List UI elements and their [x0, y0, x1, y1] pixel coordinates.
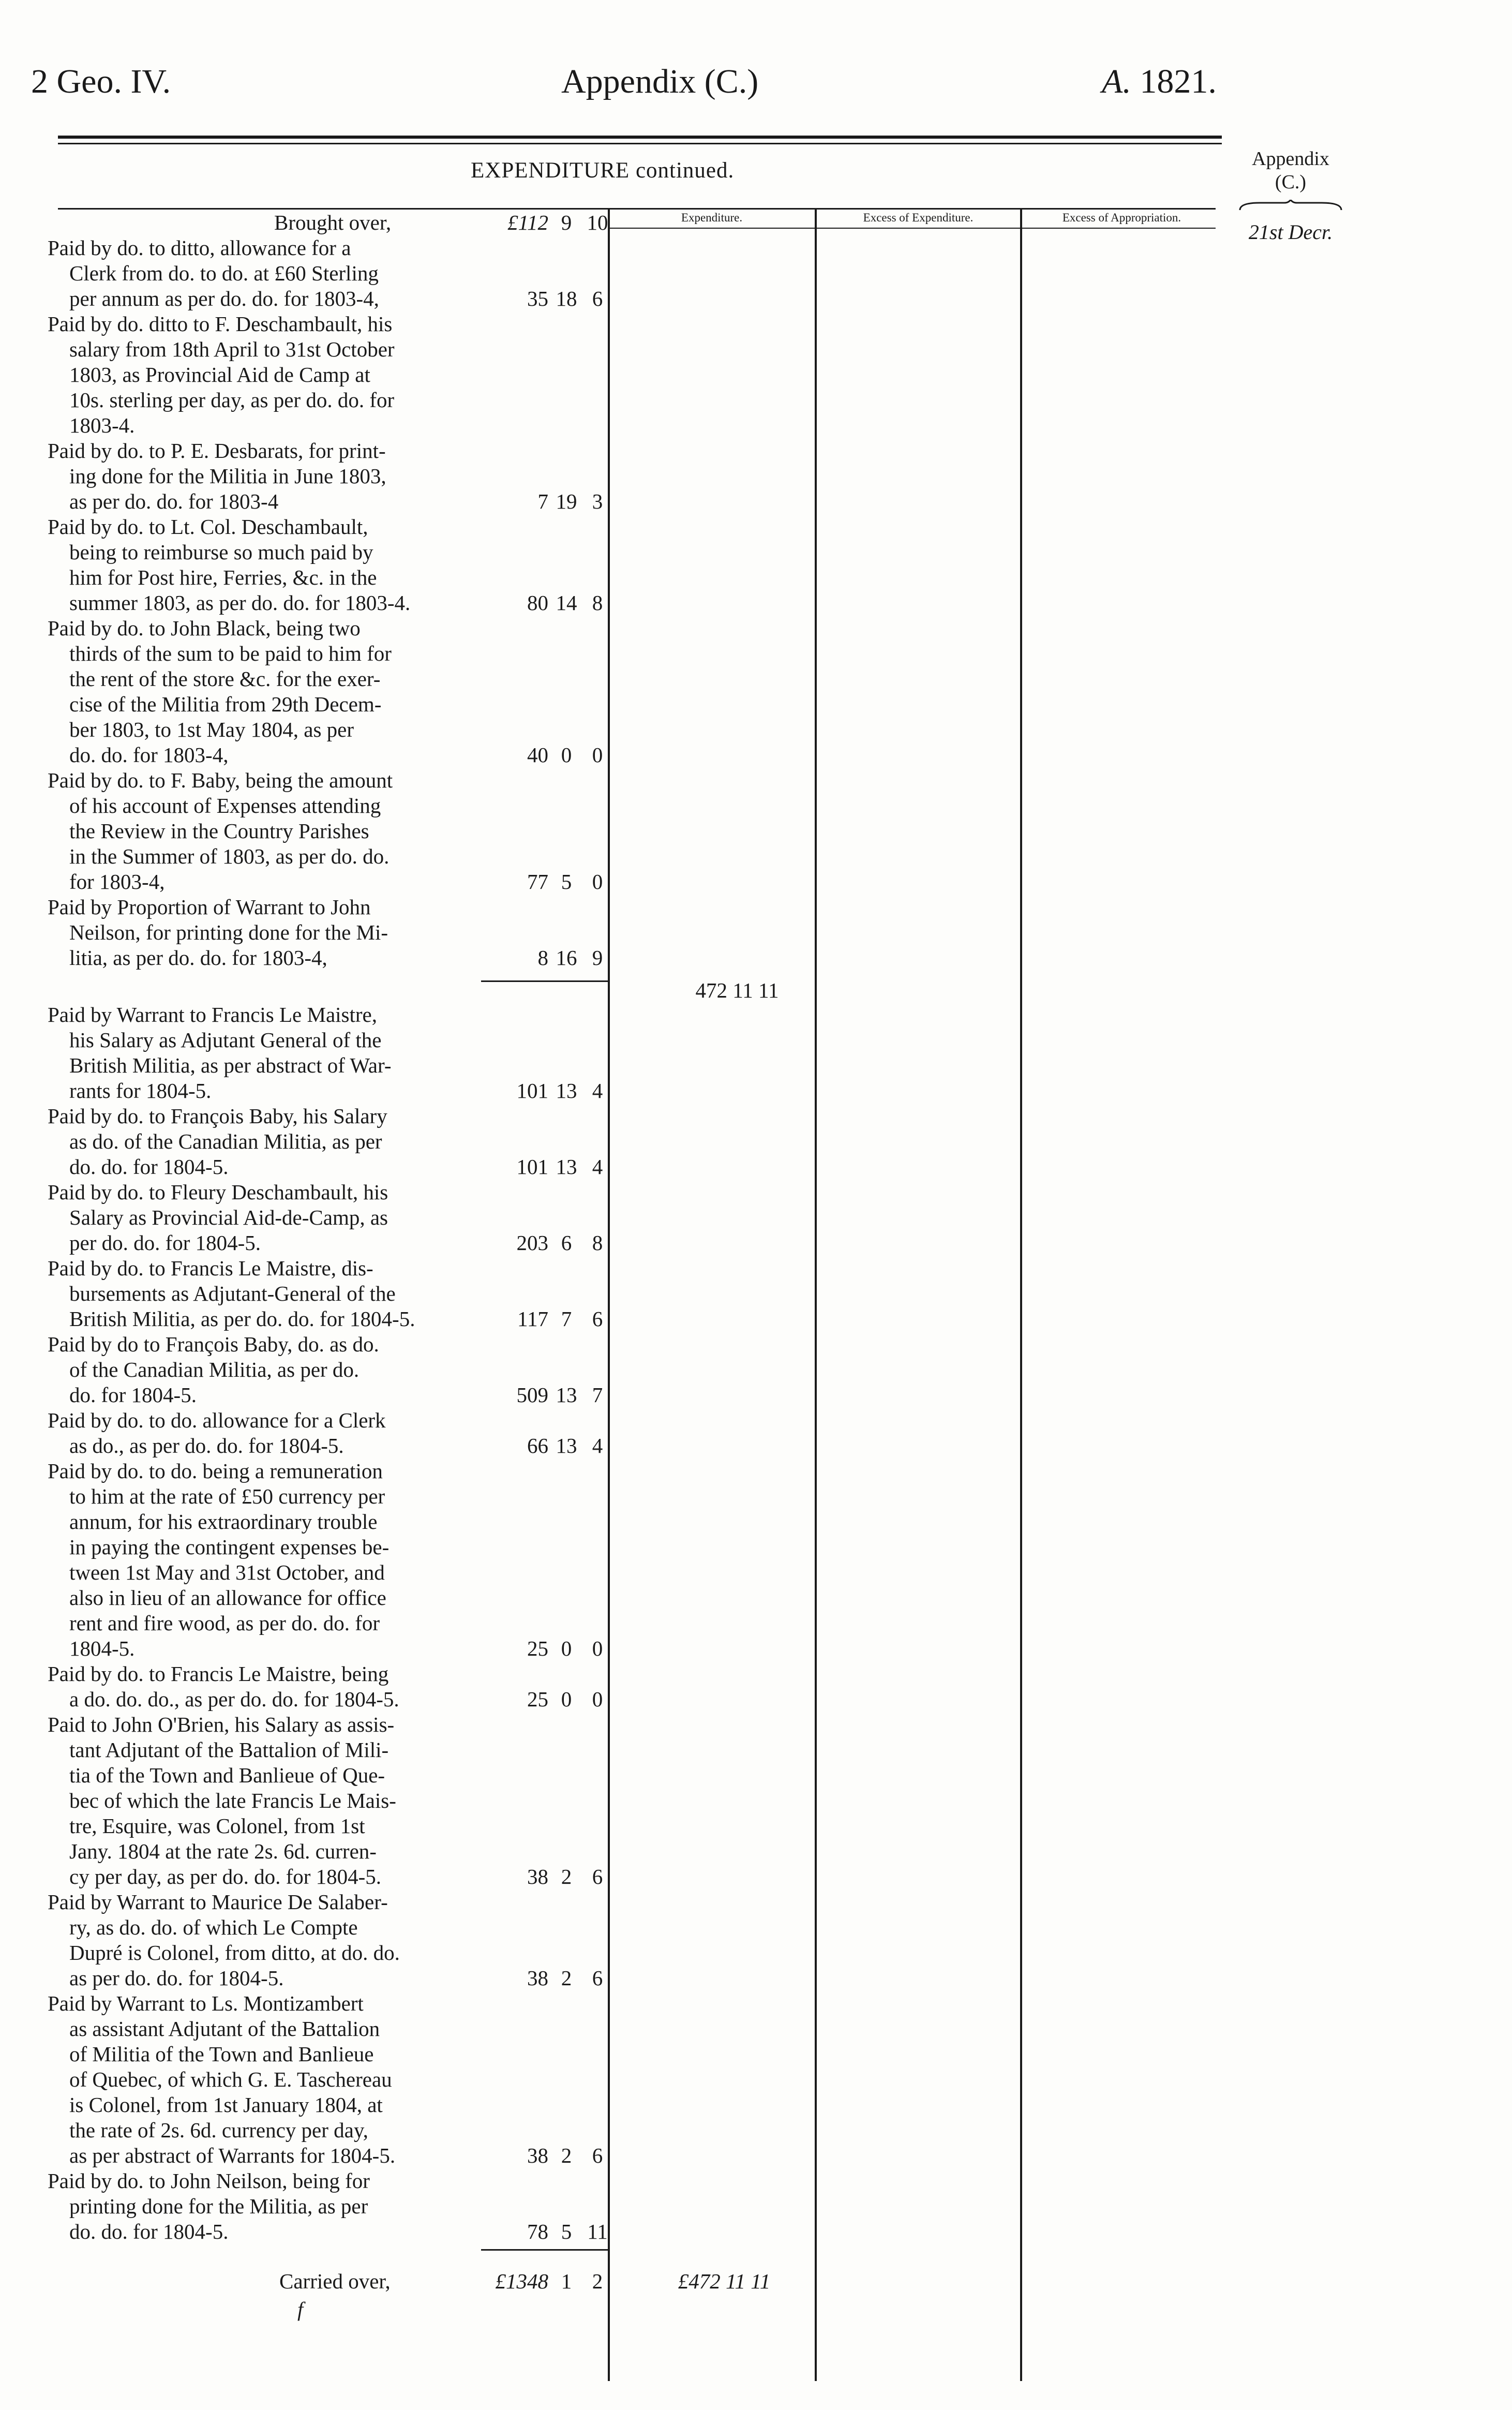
pence: 0	[592, 870, 603, 894]
shillings: 2	[561, 1865, 572, 1888]
entry-line: ber 1803, to 1st May 1804, as per	[69, 718, 354, 741]
entry	[48, 1256, 477, 1332]
entry-line: as per do. do. for 1803-4	[69, 489, 279, 513]
section-title: EXPENDITURE continued.	[471, 158, 735, 183]
carried-over-expenditure: £472 11 11	[678, 2269, 771, 2293]
entry-line: thirds of the sum to be paid to him for	[69, 642, 392, 665]
entry	[48, 438, 477, 514]
signature-mark: f	[297, 2298, 304, 2321]
entry-line: Paid by Proportion of Warrant to John	[48, 895, 371, 919]
entry	[48, 2168, 477, 2244]
rule-amounts-right	[608, 208, 610, 2381]
pounds: 77	[527, 870, 548, 894]
shillings: 9	[561, 211, 572, 234]
entry-line: is Colonel, from 1st January 1804, at	[69, 2093, 383, 2117]
entry-line: as per do. do. for 1804-5.	[69, 1966, 284, 1990]
shillings: 18	[556, 287, 577, 310]
entry-line: ing done for the Militia in June 1803,	[69, 464, 386, 488]
entry-line: of Quebec, of which G. E. Taschereau	[69, 2067, 392, 2091]
pounds: 25	[527, 1637, 548, 1660]
entry-line: in paying the contingent expenses be-	[69, 1535, 390, 1559]
pence: 4	[592, 1434, 603, 1457]
entry-line: do. do. for 1804-5.	[69, 1155, 229, 1179]
entry	[48, 768, 477, 895]
pence: 7	[592, 1383, 603, 1407]
entry	[48, 895, 477, 971]
rule-expenditure-right	[815, 208, 817, 2381]
pounds: 101	[516, 1079, 548, 1103]
pounds: 8	[537, 946, 548, 970]
entry-line: Paid by Warrant to Francis Le Maistre,	[48, 1003, 377, 1027]
pounds: 38	[527, 1865, 548, 1888]
entry-line: for 1803-4,	[69, 870, 165, 894]
entry-line: to him at the rate of £50 currency per	[69, 1484, 385, 1508]
entry-line: summer 1803, as per do. do. for 1803-4.	[69, 591, 411, 615]
entry-line: a do. do. do., as per do. do. for 1804-5.	[69, 1687, 399, 1711]
entry	[48, 1661, 477, 1712]
entry	[48, 1712, 477, 1890]
col-header-expenditure: Expenditure.	[681, 211, 743, 224]
header-rule-thick	[58, 136, 1222, 139]
entry-line: as do. of the Canadian Militia, as per	[69, 1129, 382, 1153]
entry-line: annum, for his extraordinary trouble	[69, 1510, 378, 1534]
shillings: 14	[556, 591, 577, 615]
pounds: 7	[537, 489, 548, 513]
year-prefix: A.	[1102, 63, 1131, 100]
pence: 6	[592, 1865, 603, 1888]
session-header: 2 Geo. IV.	[31, 63, 171, 100]
entry-line: in the Summer of 1803, as per do. do.	[69, 844, 390, 868]
rule-excess-exp-right	[1020, 208, 1022, 2381]
entry	[48, 616, 477, 768]
pence: 8	[592, 591, 603, 615]
entry-line: Clerk from do. to do. at £60 Sterling	[69, 261, 379, 285]
entry-line: Salary as Provincial Aid-de-Camp, as	[69, 1206, 388, 1229]
pence: 11	[587, 2220, 608, 2243]
entry	[48, 1890, 477, 1991]
entry-line: Paid by do. to François Baby, his Salary	[48, 1104, 387, 1128]
shillings: 2	[561, 2144, 572, 2167]
entry-line: Paid by do. to F. Baby, being the amount	[48, 768, 393, 792]
entry-line: the rent of the store &c. for the exer-	[69, 667, 381, 691]
entry-line: 1803, as Provincial Aid de Camp at	[69, 363, 370, 386]
entry	[48, 235, 477, 311]
pence: 9	[592, 946, 603, 970]
col-header-rule	[609, 228, 1216, 229]
pence: 8	[592, 1231, 603, 1255]
entry	[48, 1332, 477, 1408]
page-title: Appendix (C.)	[561, 63, 759, 100]
entry-line: being to reimburse so much paid by	[69, 540, 373, 564]
shillings: 0	[561, 1687, 572, 1711]
entry-line: rants for 1804-5.	[69, 1079, 212, 1103]
entry	[48, 514, 477, 616]
col-header-excess-appropriation: Excess of Appropriation.	[1062, 211, 1181, 224]
entry-line: cy per day, as per do. do. for 1804-5.	[69, 1865, 382, 1888]
year-value: 1821.	[1140, 63, 1217, 100]
pence: 3	[592, 489, 603, 513]
shillings: 13	[556, 1434, 577, 1457]
entry-line: 1803-4.	[69, 413, 135, 437]
entry-line: the Review in the Country Parishes	[69, 819, 369, 843]
entry-line: of his account of Expenses attending	[69, 794, 381, 817]
entry-line: Paid by do. to do. allowance for a Clerk	[48, 1408, 386, 1432]
shillings: 13	[556, 1383, 577, 1407]
entry-line: Paid by do. ditto to F. Deschambault, his	[48, 312, 393, 336]
entry-line: do. do. for 1803-4,	[69, 743, 229, 767]
pence: 2	[592, 2269, 603, 2293]
pounds: 38	[527, 1966, 548, 1990]
pounds: £112	[507, 211, 548, 234]
entry-line: Paid by do. to P. E. Desbarats, for print-	[48, 439, 386, 463]
entry-line: litia, as per do. do. for 1803-4,	[69, 946, 327, 970]
pounds: 40	[527, 743, 548, 767]
entry-line: British Militia, as per do. do. for 1804-5.	[69, 1307, 415, 1331]
shillings: 0	[561, 1637, 572, 1660]
entry-line: Neilson, for printing done for the Mi-	[69, 920, 388, 944]
entry-line: per annum as per do. do. for 1803-4,	[69, 287, 379, 310]
brace-icon	[1239, 200, 1342, 212]
entry-line: cise of the Militia from 29th Decem-	[69, 692, 382, 716]
entry-line: do. for 1804-5.	[69, 1383, 197, 1407]
pounds: 509	[516, 1383, 548, 1407]
brought-over-label: Brought over,	[274, 211, 392, 234]
entry-line: Paid by Warrant to Ls. Montizambert	[48, 1991, 364, 2015]
entry-line: tre, Esquire, was Colonel, from 1st	[69, 1814, 365, 1838]
entry	[48, 1459, 477, 1661]
shillings: 5	[561, 2220, 572, 2243]
entry-line: as assistant Adjutant of the Battalion	[69, 2017, 380, 2041]
entry-line: Dupré is Colonel, from ditto, at do. do.	[69, 1941, 400, 1965]
header-rule-thin	[58, 143, 1222, 144]
entry-line: tia of the Town and Banlieue of Que-	[69, 1763, 385, 1787]
entry-line: per do. do. for 1804-5.	[69, 1231, 261, 1255]
entry-line: Paid by do. to John Neilson, being for	[48, 2169, 370, 2193]
shillings: 7	[561, 1307, 572, 1331]
pounds: 25	[527, 1687, 548, 1711]
entry-line: Paid to John O'Brien, his Salary as assis-	[48, 1713, 395, 1736]
pounds: 35	[527, 287, 548, 310]
entry-line: Paid by do. to Francis Le Maistre, dis-	[48, 1256, 373, 1280]
carried-over-label: Carried over,	[279, 2269, 391, 2293]
shillings: 13	[556, 1079, 577, 1103]
table-top-rule	[58, 208, 1216, 210]
entry	[48, 1002, 477, 1104]
entry-line: ry, as do. do. of which Le Compte	[69, 1915, 358, 1939]
entry-line: bec of which the late Francis Le Mais-	[69, 1789, 396, 1812]
pence: 6	[592, 2144, 603, 2167]
entry-line: bursements as Adjutant-General of the	[69, 1282, 396, 1305]
shillings: 19	[556, 489, 577, 513]
entry-line: Paid by do. to Fleury Deschambault, his	[48, 1180, 388, 1204]
pounds: 38	[527, 2144, 548, 2167]
pence: 0	[592, 1637, 603, 1660]
entry-line: Paid by do. to ditto, allowance for a	[48, 236, 351, 260]
entry-line: also in lieu of an allowance for office	[69, 1586, 386, 1610]
col-header-excess-expenditure: Excess of Expenditure.	[863, 211, 974, 224]
shillings: 1	[561, 2269, 572, 2293]
shillings: 6	[561, 1231, 572, 1255]
entry-line: 10s. sterling per day, as per do. do. for	[69, 388, 395, 412]
pence: 4	[592, 1079, 603, 1103]
entry-line: Paid by do. to John Black, being two	[48, 616, 361, 640]
pence: 10	[587, 211, 608, 234]
entry-line: British Militia, as per abstract of War-	[69, 1053, 392, 1077]
pounds: £1348	[495, 2269, 548, 2293]
entry-line: Paid by Warrant to Maurice De Salaber-	[48, 1890, 388, 1914]
subtotal-rule	[481, 980, 609, 982]
entry-line: as per abstract of Warrants for 1804-5.	[69, 2144, 396, 2167]
entry-line: the rate of 2s. 6d. currency per day,	[69, 2118, 368, 2142]
pounds: 80	[527, 591, 548, 615]
pounds: 101	[516, 1155, 548, 1179]
entry-line: Paid by do. to Lt. Col. Deschambault,	[48, 515, 368, 539]
entry-line: his Salary as Adjutant General of the	[69, 1028, 382, 1052]
pence: 4	[592, 1155, 603, 1179]
entry	[48, 1991, 477, 2168]
pence: 6	[592, 1966, 603, 1990]
entry-line: rent and fire wood, as per do. do. for	[69, 1611, 380, 1635]
pounds: 66	[527, 1434, 548, 1457]
shillings: 2	[561, 1966, 572, 1990]
pence: 0	[592, 1687, 603, 1711]
entry-line: Paid by do to François Baby, do. as do.	[48, 1332, 379, 1356]
year-header	[1102, 62, 1217, 101]
total-rule	[481, 2249, 609, 2251]
side-note-date: 21st Decr.	[1248, 220, 1333, 244]
pounds: 78	[527, 2220, 548, 2243]
entry	[48, 1104, 477, 1180]
entry-line: tween 1st May and 31st October, and	[69, 1560, 385, 1584]
entry-line: of Militia of the Town and Banlieue	[69, 2042, 374, 2066]
pence: 0	[592, 743, 603, 767]
entry-line: Jany. 1804 at the rate 2s. 6d. curren-	[69, 1839, 377, 1863]
side-note-label: Appendix	[1252, 148, 1329, 170]
shillings: 16	[556, 946, 577, 970]
entry-line: do. do. for 1804-5.	[69, 2220, 229, 2243]
entry-line: 1804-5.	[69, 1637, 135, 1660]
entry-line: salary from 18th April to 31st October	[69, 337, 395, 361]
entry-line: Paid by do. to do. being a remuneration	[48, 1459, 383, 1483]
pence: 6	[592, 287, 603, 310]
entry-line: as do., as per do. do. for 1804-5.	[69, 1434, 344, 1457]
pounds: 117	[517, 1307, 548, 1331]
entry-line: printing done for the Militia, as per	[69, 2194, 368, 2218]
entry	[48, 1408, 477, 1459]
pounds: 203	[516, 1231, 548, 1255]
side-note-ref: (C.)	[1275, 171, 1307, 193]
shillings: 13	[556, 1155, 577, 1179]
pence: 6	[592, 1307, 603, 1331]
entry-line: him for Post hire, Ferries, &c. in the	[69, 566, 377, 589]
entry-line: tant Adjutant of the Battalion of Mili-	[69, 1738, 389, 1762]
subtotal-expenditure: 472 11 11	[695, 978, 779, 1002]
shillings: 5	[561, 870, 572, 894]
entry-line: Paid by do. to Francis Le Maistre, being	[48, 1662, 389, 1686]
entry	[48, 311, 477, 438]
entry	[48, 1180, 477, 1256]
entry-line: of the Canadian Militia, as per do.	[69, 1358, 360, 1381]
shillings: 0	[561, 743, 572, 767]
